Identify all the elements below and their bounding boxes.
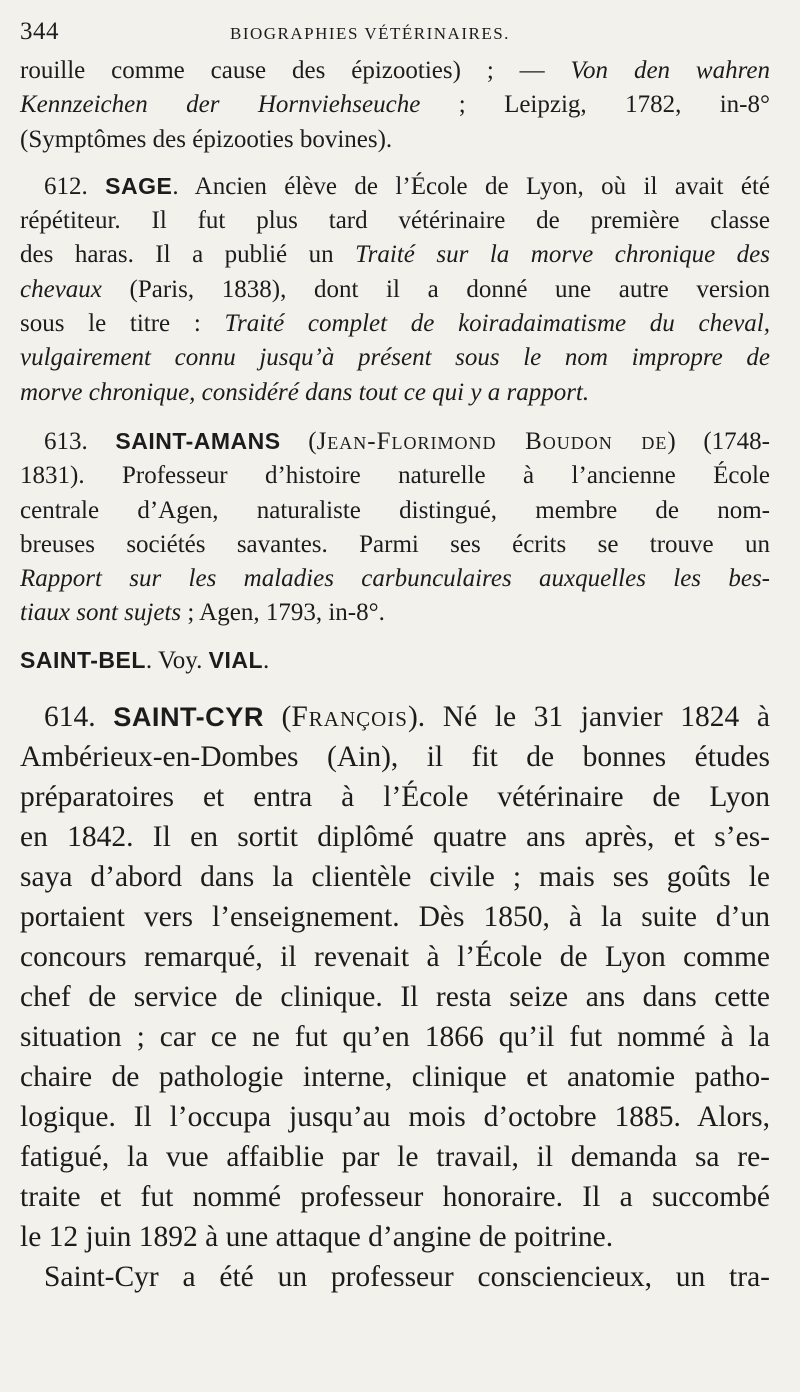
text-line: logique. Il l’occupa jusqu’au mois d’octobre 1885. Alors, xyxy=(20,1101,770,1134)
text-line: le 12 juin 1892 à une attaque d’angine de poitrine. xyxy=(20,1221,614,1254)
entry-614 xyxy=(20,697,770,1297)
text-line: en 1842. Il en sortit diplômé quatre ans après, et s’es- xyxy=(20,821,770,854)
italic-title: morve chronique, considéré dans tout ce qui y a rapport. xyxy=(20,378,590,406)
text-line: chaire de pathologie interne, clinique et anatomie patho- xyxy=(20,1061,770,1094)
text-line xyxy=(20,273,770,307)
entry-number: 613. xyxy=(44,427,116,455)
text-line: situation ; car ce ne fut qu’en 1866 qu’il fut nommé à la xyxy=(20,1021,770,1054)
entry-number: 612. xyxy=(44,172,106,200)
italic-title: chevaux xyxy=(20,275,102,303)
running-head xyxy=(20,14,770,54)
text-line xyxy=(20,424,770,459)
text-run: des haras. Il a publié un xyxy=(20,241,356,269)
text-run: . xyxy=(263,646,270,674)
text-run: ) (1748- xyxy=(667,427,770,455)
entry-name: SAGE xyxy=(105,172,173,199)
text-line: breuses sociétés savantes. Parmi ses écrits se trouve un xyxy=(20,530,770,558)
text-line: concours remarqué, il revenait à l’École de Lyon comme xyxy=(20,941,770,974)
running-title: BIOGRAPHIES VÉTÉRINAIRES. xyxy=(230,24,510,43)
entry-612 xyxy=(20,169,770,410)
text-line xyxy=(20,376,770,410)
italic-title: Traité sur la morve chronique des xyxy=(355,241,770,269)
text-line xyxy=(20,643,770,678)
text-run: ). Né le 31 janvier 1824 à xyxy=(407,701,770,734)
text-line xyxy=(20,596,770,630)
text-line: répétiteur. Il fut plus tard vétérinaire de première classe xyxy=(20,207,770,235)
text-line xyxy=(20,54,770,88)
entry-613 xyxy=(20,424,770,631)
italic-title: Traité complet de koiradaimatisme du cheval, xyxy=(224,310,770,338)
text-line: saya d’abord dans la clientèle civile ; mais ses goûts le xyxy=(20,861,770,894)
text-line: chef de service de clinique. Il resta seize ans dans cette xyxy=(20,981,770,1014)
text-run: (Paris, 1838), dont il a donné une autre version xyxy=(101,275,770,303)
text-line xyxy=(20,562,770,596)
text-line xyxy=(20,238,770,272)
italic-title: tiaux sont sujets xyxy=(20,599,182,627)
text-line xyxy=(20,697,770,737)
small-caps-name: François xyxy=(291,701,408,734)
text-line xyxy=(20,307,770,341)
italic-title: Rapport sur les maladies carbunculaires auxquelles les bes- xyxy=(20,565,770,593)
entry-number: 614. xyxy=(44,701,114,734)
text-line: 1831). Professeur d’histoire naturelle à l’ancienne École xyxy=(20,462,770,490)
entry-name: SAINT-AMANS xyxy=(115,427,281,454)
text-line: Ambérieux-en-Dombes (Ain), il fit de bonnes études xyxy=(20,741,770,774)
text-line: fatigué, la vue affaiblie par le travail, il demanda sa re- xyxy=(20,1141,770,1174)
text-line: (Symptômes des épizooties bovines). xyxy=(20,125,393,153)
cross-reference xyxy=(20,643,770,678)
text-line xyxy=(20,169,770,204)
text-run: sous le titre : xyxy=(20,310,225,338)
text-line: Saint-Cyr a été un professeur consciencieux, un tra- xyxy=(44,1261,770,1294)
continuation-paragraph xyxy=(20,54,770,157)
text-run: rouille comme cause des épizooties) ; — xyxy=(20,57,571,84)
text-run: ; Agen, 1793, in-8°. xyxy=(181,599,385,627)
crossref-name: SAINT-BEL xyxy=(20,646,146,673)
text-run: . Voy. xyxy=(145,646,209,674)
text-run: ( xyxy=(263,701,292,734)
text-line: préparatoires et entra à l’École vétérinaire de Lyon xyxy=(20,781,770,814)
text-run: ( xyxy=(280,427,317,455)
entry-name: SAINT-CYR xyxy=(113,701,264,733)
text-line xyxy=(20,88,770,122)
small-caps-name: Jean-Florimond Boudon de xyxy=(316,427,668,455)
text-run: . Ancien élève de l’École de Lyon, où il avait été xyxy=(172,172,770,200)
crossref-target: VIAL xyxy=(208,646,264,673)
italic-title: Kennzeichen der Hornviehseuche xyxy=(20,91,421,119)
italic-title: vulgairement connu jusqu’à présent sous le nom impropre de xyxy=(20,344,770,372)
text-line: portaient vers l’enseignement. Dès 1850, à la suite d’un xyxy=(20,901,770,934)
text-line xyxy=(20,341,770,375)
text-line: traite et fut nommé professeur honoraire. Il a succombé xyxy=(20,1181,770,1214)
italic-title: Von den wahren xyxy=(570,57,770,84)
text-run: ; Leipzig, 1782, in-8° xyxy=(420,91,770,119)
text-line: centrale d’Agen, naturaliste distingué, membre de nom- xyxy=(20,496,770,524)
page-number: 344 xyxy=(20,18,59,45)
